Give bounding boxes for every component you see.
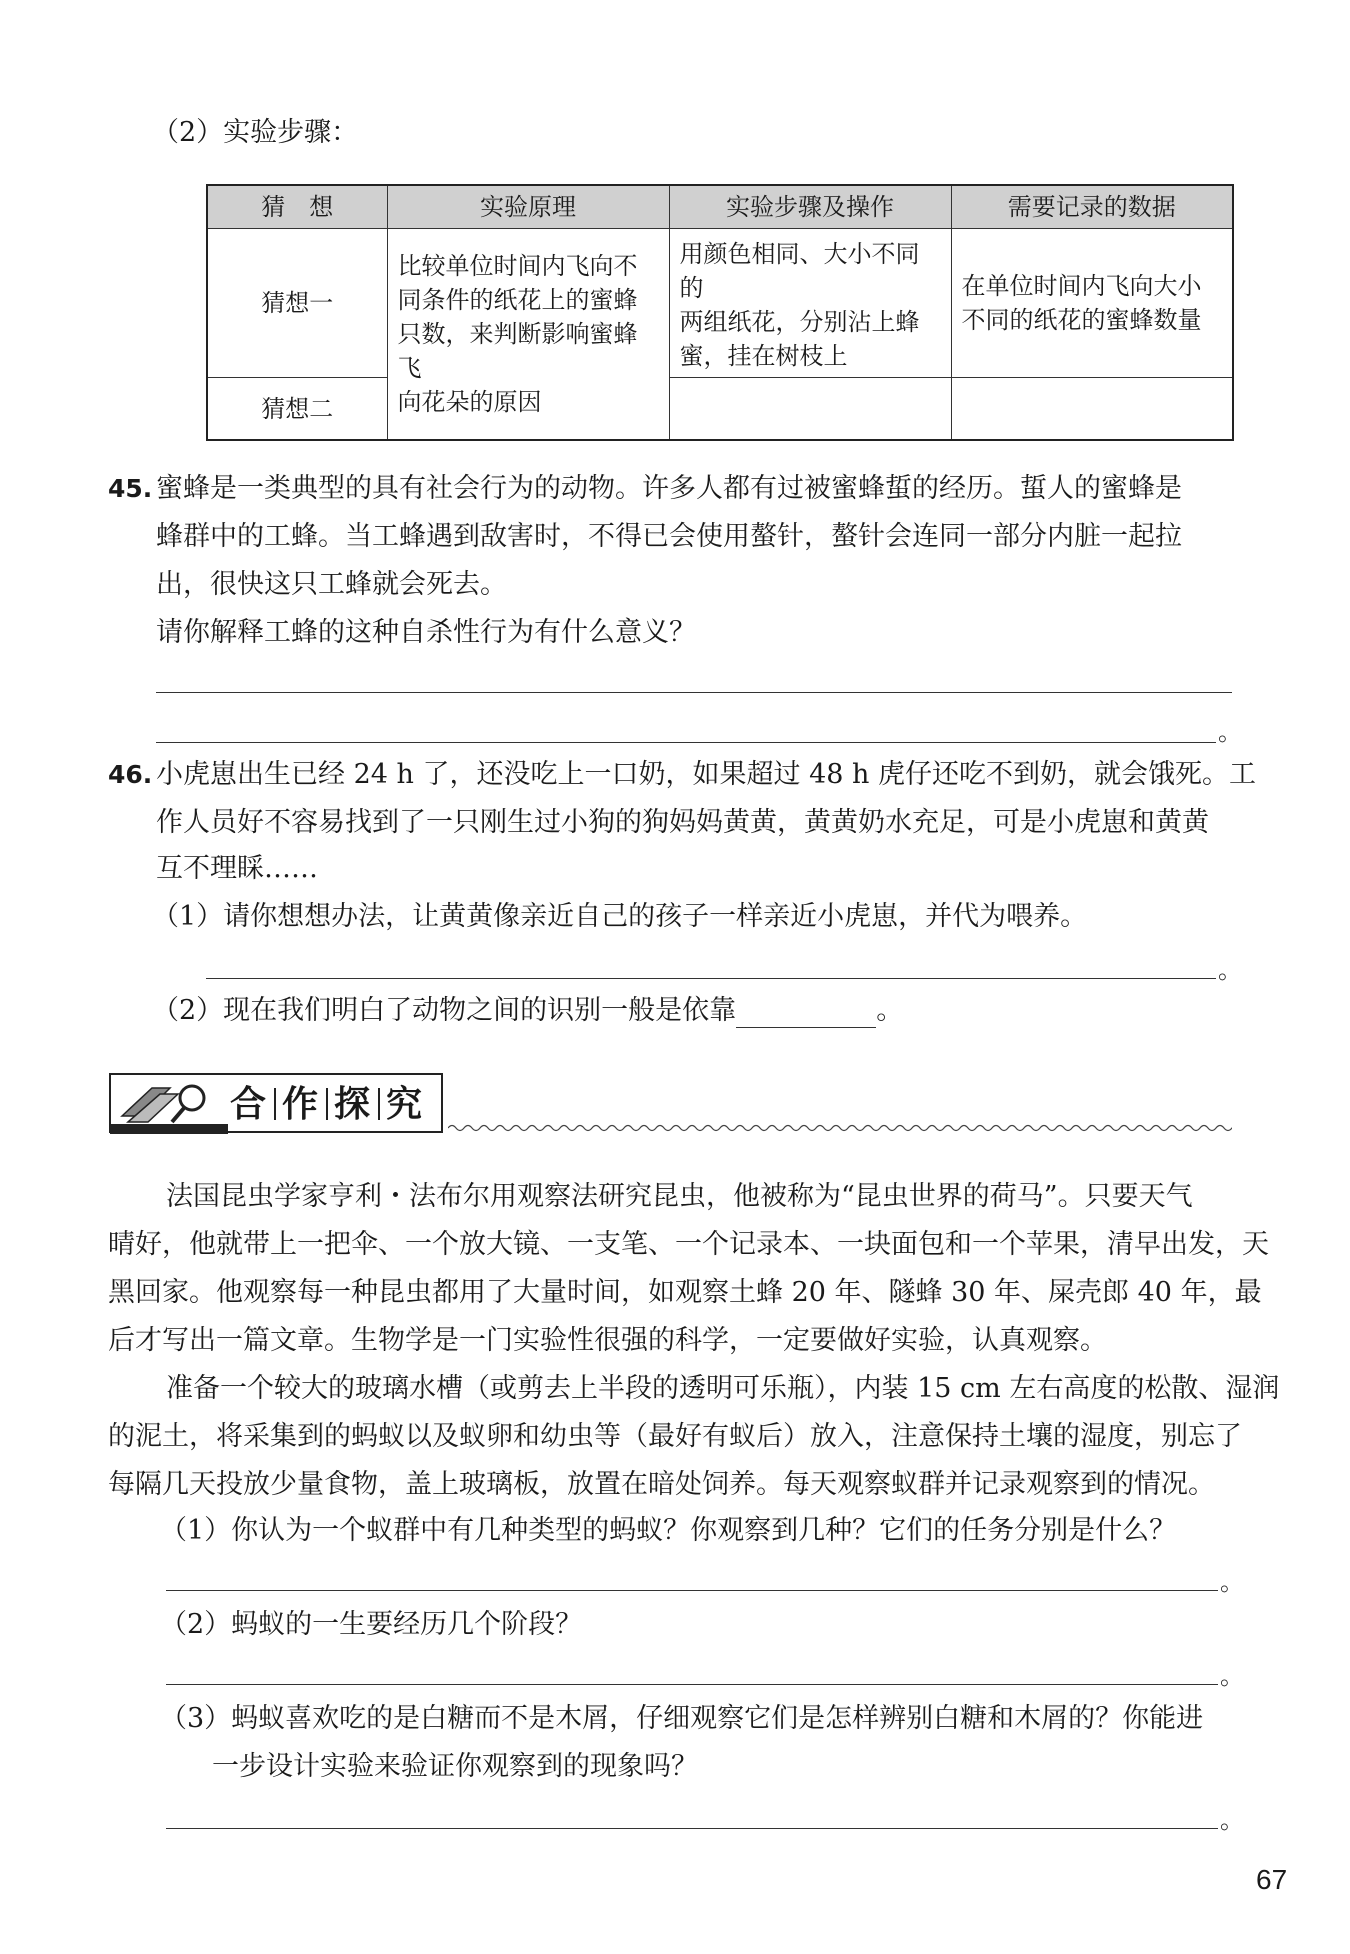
principle-cell xyxy=(387,229,669,441)
period-mark: 。 xyxy=(1218,718,1242,746)
q44-subheading: （2）实验步骤： xyxy=(152,117,359,148)
q46-sub1: （1）请你想想办法，让黄黄像亲近自己的孩子一样亲近小虎崽，并代为喂养。 xyxy=(152,901,1088,932)
principle-line: 比较单位时间内飞向不 xyxy=(397,252,638,280)
answer-line[interactable] xyxy=(166,1590,1218,1591)
q46-line: 小虎崽出生已经 24 h 了，还没吃上一口奶，如果超过 48 h 虎仔还吃不到奶，就会饿死。工 xyxy=(156,759,1256,790)
q46-line: 作人员好不容易找到了一只刚生过小狗的狗妈妈黄黄，黄黄奶水充足，可是小虎崽和黄黄 xyxy=(156,807,1209,838)
answer-line[interactable] xyxy=(156,742,1216,743)
period-mark: 。 xyxy=(1220,1662,1244,1690)
principle-line: 同条件的纸花上的蜜蜂 xyxy=(397,286,638,314)
coop-paragraph-line: 的泥土，将采集到的蚂蚁以及蚁卵和幼虫等（最好有蚁后）放入，注意保持土壤的湿度，别忘了 xyxy=(108,1421,1242,1452)
steps-line: 蜜，挂在树枝上 xyxy=(679,342,848,370)
empty-data-cell[interactable] xyxy=(951,378,1233,441)
answer-line[interactable] xyxy=(166,1684,1218,1685)
data-line: 不同的纸花的蜜蜂数量 xyxy=(961,306,1202,334)
q46-line: 互不理睬…… xyxy=(156,853,318,884)
header-principle: 实验原理 xyxy=(387,185,669,229)
coop-paragraph-line: 每隔几天投放少量食物，盖上玻璃板，放置在暗处饲养。每天观察蚁群并记录观察到的情况。 xyxy=(108,1469,1215,1500)
period-mark: 。 xyxy=(1220,1806,1244,1834)
q46-sub2 xyxy=(152,994,903,1028)
coop-paragraph-line: 黑回家。他观察每一种昆虫都用了大量时间，如观察土蜂 20 年、隧蜂 30 年、屎壳郎 40 年，最 xyxy=(108,1277,1262,1308)
empty-steps-cell[interactable] xyxy=(669,378,951,441)
principle-line: 只数，来判断影响蜜蜂飞 xyxy=(397,320,638,382)
data-line: 在单位时间内飞向大小 xyxy=(961,272,1202,300)
period-mark: 。 xyxy=(1218,956,1242,984)
guess-two-cell: 猜想二 xyxy=(207,378,387,441)
coop-paragraph-line: 准备一个较大的玻璃水槽（或剪去上半段的透明可乐瓶），内装 15 cm 左右高度的松散、湿润 xyxy=(166,1373,1280,1404)
period-mark: 。 xyxy=(1220,1568,1244,1596)
answer-line[interactable] xyxy=(156,692,1232,693)
data-cell xyxy=(951,229,1233,378)
coop-question-3: （3）蚂蚁喜欢吃的是白糖而不是木屑，仔细观察它们是怎样辨别白糖和木屑的？你能进 xyxy=(160,1703,1204,1734)
q45-number: 45. xyxy=(108,474,153,503)
guess-one-cell: 猜想一 xyxy=(207,229,387,378)
wavy-divider xyxy=(448,1122,1232,1134)
fill-blank[interactable] xyxy=(736,999,876,1028)
experiment-table xyxy=(206,184,1234,441)
coop-paragraph-line: 后才写出一篇文章。生物学是一门实验性很强的科学，一定要做好实验，认真观察。 xyxy=(108,1325,1107,1356)
coop-question-2: （2）蚂蚁的一生要经历几个阶段？ xyxy=(160,1609,583,1640)
principle-line: 向花朵的原因 xyxy=(397,388,542,416)
q45-question: 请你解释工蜂的这种自杀性行为有什么意义？ xyxy=(156,617,696,648)
answer-line[interactable] xyxy=(166,1828,1218,1829)
header-steps: 实验步骤及操作 xyxy=(669,185,951,229)
table-row xyxy=(207,229,1233,378)
header-guess: 猜 想 xyxy=(207,185,387,229)
table-header-row xyxy=(207,185,1233,229)
period-mark: 。 xyxy=(876,995,904,1026)
q46-sub2-text: （2）现在我们明白了动物之间的识别一般是依靠 xyxy=(152,995,737,1026)
header-data: 需要记录的数据 xyxy=(951,185,1233,229)
table-row xyxy=(207,378,1233,441)
q45-line: 蜂群中的工蜂。当工蜂遇到敌害时，不得已会使用螯针，螯针会连同一部分内脏一起拉 xyxy=(156,521,1182,552)
q46-number: 46. xyxy=(108,760,153,789)
steps-line: 两组纸花，分别沾上蜂 xyxy=(679,308,920,336)
coop-paragraph-line: 晴好，他就带上一把伞、一个放大镜、一支笔、一个记录本、一块面包和一个苹果，清早出发，天 xyxy=(108,1229,1269,1260)
steps-cell xyxy=(669,229,951,378)
q45-line: 出，很快这只工蜂就会死去。 xyxy=(156,569,507,600)
section-title: 合 作 探 究 xyxy=(230,1084,425,1125)
steps-line: 用颜色相同、大小不同的 xyxy=(679,240,920,302)
answer-line[interactable] xyxy=(206,978,1216,979)
coop-question-1: （1）你认为一个蚁群中有几种类型的蚂蚁？你观察到几种？它们的任务分别是什么？ xyxy=(160,1515,1177,1546)
q45-line: 蜜蜂是一类典型的具有社会行为的动物。许多人都有过被蜜蜂蜇的经历。蜇人的蜜蜂是 xyxy=(156,473,1182,504)
page-number: 67 xyxy=(1256,1864,1288,1895)
coop-question-3-cont: 一步设计实验来验证你观察到的现象吗？ xyxy=(212,1751,698,1782)
coop-paragraph-line: 法国昆虫学家亨利・法布尔用观察法研究昆虫，他被称为“昆虫世界的荷马”。只要天气 xyxy=(166,1181,1193,1212)
